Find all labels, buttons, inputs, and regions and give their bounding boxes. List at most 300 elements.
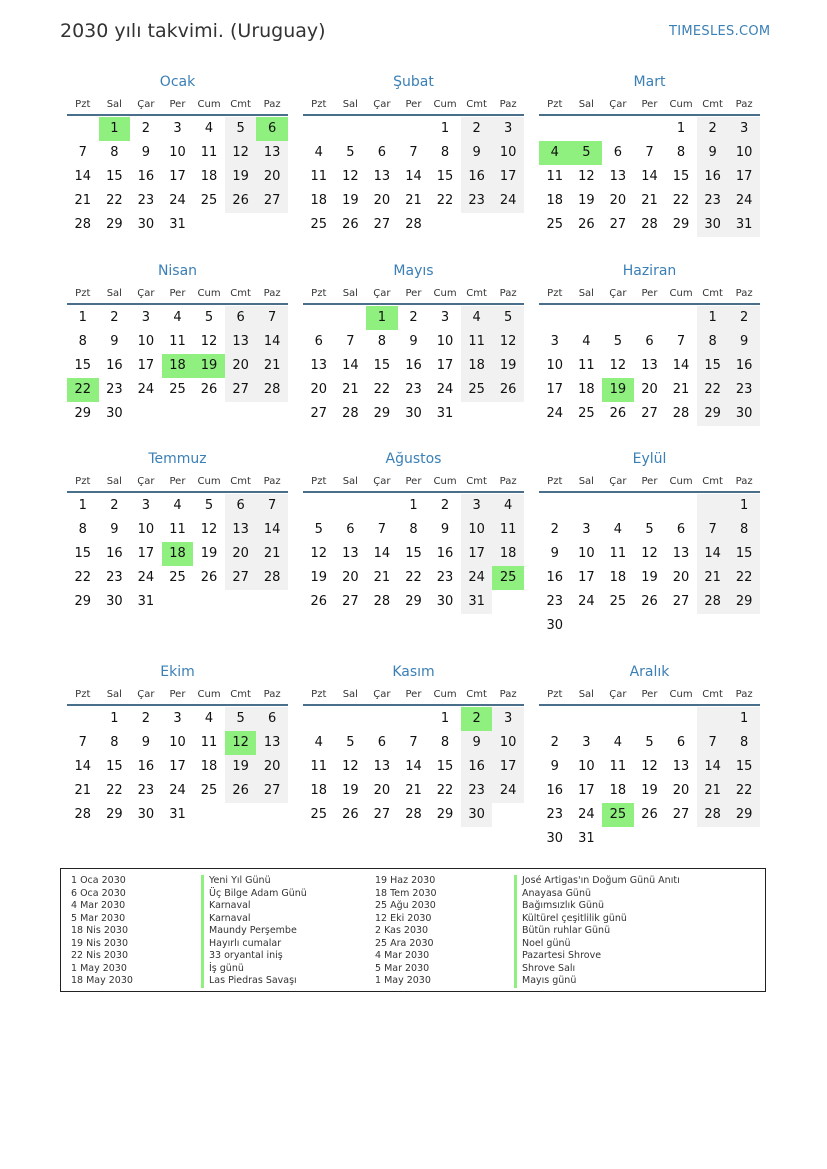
weekday-header [303,471,524,493]
day-cell: 16 [436,546,454,561]
week-row [303,306,524,330]
day-cell: 29 [74,406,92,421]
empty-cell [697,827,729,851]
day-cell: 8 [728,731,760,755]
day-cell: 21 [74,783,92,798]
weekday-label: Paz [499,288,517,299]
day-cell: 26 [342,807,359,822]
day-cell: 25 [169,382,186,397]
day-cell: 24 [578,807,595,822]
day-cell: 14 [74,169,92,184]
empty-cell [634,707,666,731]
day-cell: 23 [461,779,493,803]
day-cell: 15 [106,169,123,184]
day-cell: 7 [676,334,686,349]
legend-holiday-name: Karnaval [201,900,307,913]
brand-link[interactable]: TIMESLES.COM [669,24,771,39]
day-cell: 15 [106,759,123,774]
day-cell: 27 [342,594,359,609]
day-cell: 7 [256,494,288,518]
day-cell: 26 [641,594,658,609]
day-cell: 23 [461,189,493,213]
legend-date: 5 Mar 2030 [375,962,430,974]
day-cell: 22 [106,193,123,208]
day-cell: 13 [641,358,658,373]
day-cell: 13 [310,358,328,373]
empty-cell [602,614,634,638]
day-cell: 21 [405,783,422,798]
day-cell: 20 [373,783,391,798]
week-row [539,494,760,518]
empty-cell [366,117,398,141]
day-cell: 8 [377,334,387,349]
day-cell: 18 [609,783,627,798]
legend-date: 22 Nis 2030 [71,950,128,961]
empty-cell [665,614,697,638]
empty-cell [461,402,493,426]
day-cell: 11 [200,735,218,750]
weekday-label: Per [405,288,422,299]
weekday-label: Paz [499,476,517,487]
week-row [67,542,288,566]
weekday-label: Paz [263,288,281,299]
day-cell: 16 [461,755,493,779]
weekday-label: Çar [373,288,391,299]
weekday-label: Cmt [466,288,487,299]
day-cell: 26 [200,382,218,397]
day-cell: 4 [173,310,182,325]
week-row [67,141,288,165]
month-name: Mayıs [393,263,434,279]
day-cell: 24 [137,570,155,585]
weekday-label: Sal [106,288,122,299]
day-cell: 5 [613,334,623,349]
weekday-label: Çar [373,689,391,700]
holiday-day-cell: 6 [256,117,288,141]
day-cell: 18 [310,783,328,798]
week-row [539,542,760,566]
day-cell: 17 [461,542,493,566]
weekday-label: Paz [735,689,753,700]
legend-date: 4 Mar 2030 [71,900,126,911]
legend-date: 4 Mar 2030 [375,950,430,961]
month-7 [67,449,288,638]
day-cell: 23 [546,807,564,822]
day-cell: 25 [200,193,218,208]
weekday-label: Pzt [547,689,563,700]
day-cell: 26 [609,406,627,421]
day-cell: 4 [173,498,182,513]
day-cell: 25 [310,807,328,822]
day-cell: 23 [106,570,123,585]
day-cell: 28 [641,217,658,232]
day-cell: 23 [728,378,760,402]
day-cell: 4 [613,735,623,750]
weekday-label: Sal [342,476,358,487]
day-cell: 3 [173,121,182,136]
weekday-header [303,684,524,706]
weekday-label: Cmt [702,476,723,487]
week-row [303,803,524,827]
empty-cell [335,707,367,731]
empty-cell [193,402,225,426]
weekday-header [67,471,288,493]
day-cell: 30 [137,807,155,822]
day-cell: 30 [728,402,760,426]
week-row [67,731,288,755]
week-row [303,189,524,213]
month-2 [303,72,524,237]
day-cell: 9 [550,546,559,561]
empty-cell [634,117,666,141]
day-cell: 15 [373,358,391,373]
day-cell: 18 [310,193,328,208]
legend-holiday-name: Shrove Salı [514,963,680,976]
day-cell: 20 [672,570,690,585]
month-name: Haziran [622,263,677,279]
day-cell: 2 [409,310,418,325]
weekday-label: Per [405,689,422,700]
weekday-label: Pzt [311,99,327,110]
day-cell: 30 [546,618,564,633]
day-cell: 17 [137,546,155,561]
day-cell: 12 [342,759,359,774]
day-cell: 26 [200,570,218,585]
day-cell: 28 [405,807,422,822]
weekday-label: Sal [578,288,594,299]
day-cell: 17 [728,165,760,189]
day-cell: 13 [373,759,391,774]
day-cell: 27 [256,779,288,803]
day-cell: 10 [137,522,155,537]
week-row [539,213,760,237]
day-cell: 30 [461,803,493,827]
day-cell: 8 [78,522,87,537]
day-cell: 1 [728,707,760,731]
day-cell: 9 [141,145,151,160]
day-cell: 19 [310,570,328,585]
week-row [303,141,524,165]
empty-cell [539,494,571,518]
weekday-label: Cum [433,689,457,700]
day-cell: 23 [137,193,155,208]
week-row [539,354,760,378]
legend-date: 19 Nis 2030 [71,937,128,949]
day-cell: 17 [169,169,186,184]
weekday-label: Paz [263,476,281,487]
day-cell: 3 [492,707,524,731]
empty-cell [728,827,760,851]
day-cell: 23 [546,594,564,609]
day-cell: 7 [409,145,418,160]
day-cell: 12 [200,522,218,537]
day-cell: 2 [461,117,493,141]
day-cell: 2 [110,498,119,513]
week-row [303,330,524,354]
day-cell: 13 [256,141,288,165]
day-cell: 18 [578,382,595,397]
empty-cell [571,707,603,731]
day-cell: 3 [141,498,151,513]
day-cell: 18 [609,570,627,585]
day-cell: 18 [200,759,218,774]
day-cell: 11 [546,169,564,184]
day-cell: 10 [492,141,524,165]
empty-cell [571,494,603,518]
weekday-label: Per [169,689,186,700]
day-cell: 26 [492,378,524,402]
weekday-label: Sal [106,689,122,700]
week-row [67,402,288,426]
day-cell: 24 [169,193,186,208]
weekday-label: Çar [609,99,627,110]
day-cell: 29 [373,406,391,421]
legend-date: 18 May 2030 [71,975,133,986]
week-row [67,707,288,731]
week-row [539,779,760,803]
day-cell: 3 [582,522,591,537]
weekday-label: Pzt [547,476,563,487]
weekday-label: Cmt [466,689,487,700]
legend-date: 1 May 2030 [375,975,431,986]
weekday-label: Cum [433,99,457,110]
weekday-label: Sal [578,476,594,487]
holiday-day-cell: 19 [193,354,225,378]
day-cell: 9 [409,334,418,349]
day-cell: 27 [672,594,690,609]
day-cell: 20 [225,354,257,378]
weekday-label: Paz [499,99,517,110]
day-cell: 2 [550,522,559,537]
legend-date: 6 Oca 2030 [71,887,126,899]
legend-date: 19 Haz 2030 [375,875,436,886]
day-cell: 1 [110,711,119,726]
day-cell: 31 [461,590,493,614]
week-row [539,731,760,755]
legend-holiday-name: Üç Bilge Adam Günü [201,888,307,901]
day-cell: 22 [728,779,760,803]
day-cell: 27 [672,807,690,822]
weekday-header [67,283,288,305]
day-cell: 27 [225,566,257,590]
empty-cell [571,306,603,330]
empty-cell [398,117,430,141]
day-cell: 20 [373,193,391,208]
day-cell: 5 [645,522,654,537]
empty-cell [256,590,288,614]
day-cell: 10 [461,518,493,542]
day-cell: 28 [74,807,92,822]
legend-date: 25 Ağu 2030 [375,900,436,911]
day-cell: 30 [436,594,454,609]
day-cell: 15 [405,546,422,561]
weekday-label: Pzt [75,99,91,110]
weekday-label: Per [641,288,658,299]
day-cell: 29 [436,807,454,822]
month-name: Nisan [157,263,198,279]
holiday-day-cell: 18 [162,354,194,378]
month-row [67,72,760,237]
week-row [539,378,760,402]
day-cell: 18 [492,542,524,566]
weekday-label: Paz [735,99,753,110]
day-cell: 31 [436,406,454,421]
weekday-label: Per [405,99,422,110]
day-cell: 9 [110,334,119,349]
weekday-label: Cum [433,288,457,299]
day-cell: 8 [728,518,760,542]
holiday-day-cell: 5 [571,141,603,165]
week-row [539,755,760,779]
weekday-label: Paz [735,288,753,299]
weekday-label: Cum [197,476,221,487]
month-name: Aralık [629,664,670,680]
day-cell: 15 [697,354,729,378]
day-cell: 22 [697,378,729,402]
day-cell: 13 [342,546,359,561]
day-cell: 2 [440,498,450,513]
weekday-label: Sal [578,99,594,110]
weekday-label: Çar [609,689,627,700]
day-cell: 5 [346,145,355,160]
empty-cell [303,707,335,731]
legend-holiday-name: Pazartesi Shrove [514,950,680,963]
day-cell: 12 [492,330,524,354]
day-cell: 11 [609,759,627,774]
day-cell: 4 [204,711,214,726]
day-cell: 1 [78,498,87,513]
weekday-label: Per [169,288,186,299]
week-row [303,707,524,731]
empty-cell [130,402,162,426]
day-cell: 22 [373,382,391,397]
day-cell: 30 [106,406,123,421]
day-cell: 6 [225,306,257,330]
empty-cell [728,614,760,638]
day-cell: 1 [676,121,686,136]
day-cell: 24 [436,382,454,397]
week-row [303,354,524,378]
day-cell: 9 [550,759,559,774]
day-cell: 11 [578,358,595,373]
day-cell: 17 [169,759,186,774]
day-cell: 1 [728,494,760,518]
day-cell: 6 [256,707,288,731]
day-cell: 28 [697,590,729,614]
day-cell: 5 [645,735,654,750]
day-cell: 27 [225,378,257,402]
weekday-label: Cmt [230,476,251,487]
day-cell: 16 [137,759,155,774]
week-row [539,189,760,213]
day-cell: 29 [672,217,690,232]
day-cell: 12 [310,546,328,561]
week-row [539,306,760,330]
weekday-label: Paz [263,689,281,700]
week-row [67,378,288,402]
empty-cell [602,707,634,731]
day-cell: 14 [74,759,92,774]
weekday-header [67,94,288,116]
legend-date: 2 Kas 2030 [375,925,429,936]
day-cell: 16 [137,169,155,184]
day-cell: 25 [578,406,595,421]
day-cell: 10 [578,759,595,774]
day-cell: 19 [200,546,218,561]
day-cell: 8 [78,334,87,349]
day-cell: 9 [461,731,493,755]
day-cell: 16 [697,165,729,189]
week-row [67,779,288,803]
legend-holiday-name: Mayıs günü [514,975,680,988]
day-cell: 8 [440,735,450,750]
month-name: Temmuz [148,451,207,467]
empty-cell [67,117,99,141]
day-cell: 21 [672,382,690,397]
day-cell: 10 [546,358,564,373]
day-cell: 14 [256,518,288,542]
legend-holiday-name: Hayırlı cumalar [201,938,307,951]
day-cell: 20 [641,382,658,397]
day-cell: 24 [492,779,524,803]
empty-cell [602,494,634,518]
month-row [67,449,760,638]
day-cell: 9 [461,141,493,165]
day-cell: 4 [582,334,591,349]
month-name: Kasım [392,664,435,680]
day-cell: 16 [546,783,564,798]
week-row [539,590,760,614]
weekday-label: Cmt [230,99,251,110]
legend-date: 25 Ara 2030 [375,937,434,949]
day-cell: 11 [200,145,218,160]
legend-date: 1 Oca 2030 [71,875,126,886]
day-cell: 22 [436,783,454,798]
week-row [303,518,524,542]
weekday-label: Cum [669,689,693,700]
weekday-label: Çar [373,476,391,487]
weekday-header [303,283,524,305]
weekday-header [67,684,288,706]
day-cell: 4 [613,522,623,537]
holiday-day-cell: 18 [162,542,194,566]
day-cell: 14 [373,546,391,561]
day-cell: 21 [256,542,288,566]
day-cell: 24 [728,189,760,213]
day-cell: 10 [492,731,524,755]
empty-cell [697,614,729,638]
day-cell: 7 [256,306,288,330]
weekday-label: Cum [433,476,457,487]
legend-names-left [201,875,307,988]
week-row [539,827,760,851]
day-cell: 11 [461,330,493,354]
day-cell: 2 [141,121,151,136]
day-cell: 24 [461,566,493,590]
week-row [67,306,288,330]
day-cell: 21 [641,193,658,208]
holiday-day-cell: 19 [602,378,634,402]
weekday-label: Cum [669,99,693,110]
day-cell: 7 [645,145,654,160]
weekday-label: Pzt [75,288,91,299]
weekday-label: Paz [499,689,517,700]
day-cell: 2 [728,306,760,330]
day-cell: 27 [609,217,627,232]
week-row [539,117,760,141]
weekday-label: Çar [609,476,627,487]
day-cell: 15 [436,169,454,184]
